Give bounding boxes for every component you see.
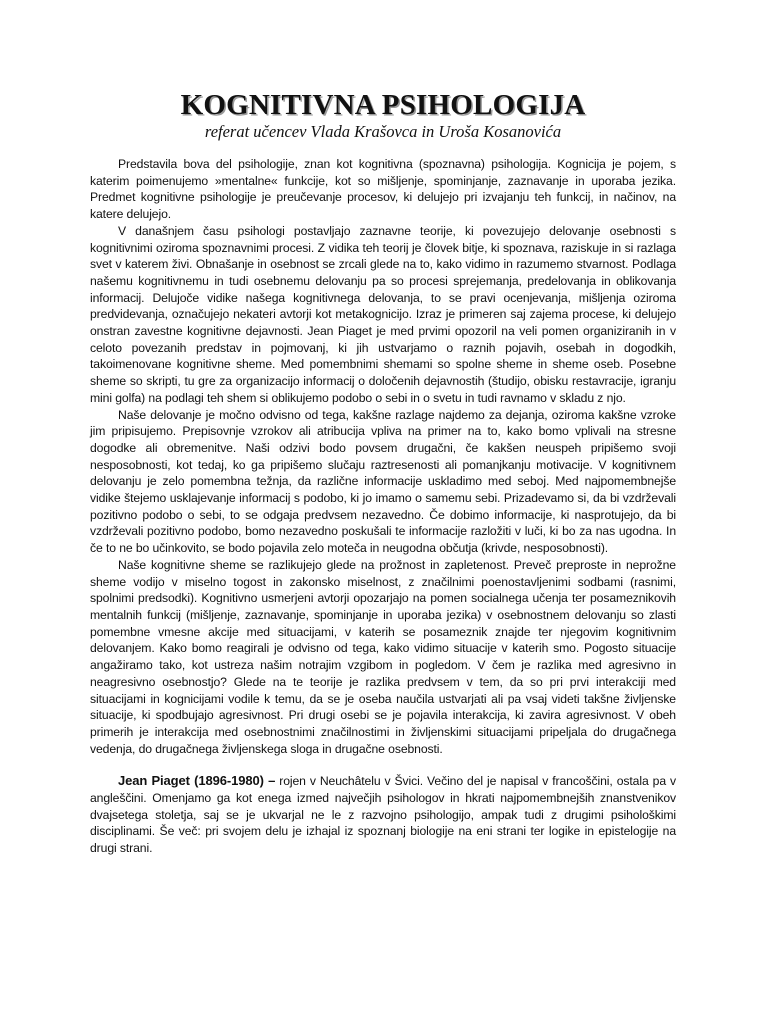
paragraph-intro: Predstavila bova del psihologije, znan kot kognitivna (spoznavna) psihologija. Kognicija je pojem, s katerim poimenujemo »mentalne« funkcije, kot so mišljenje, spominjanje, zaznavanje in uporaba jezika. Predmet kognitivne psihologije je preučevanje procesov, ki delujejo pri izvajanju teh funkcij, in načinov, na katere delujejo.: [90, 157, 676, 222]
document-subtitle: referat učencev Vlada Krašovca in Uroša Kosanovića: [204, 122, 562, 141]
piaget-text: rojen v Neuchâtelu v Švici. Večino del je napisal v francoščini, ostala pa v angleščini. Omenjamo ga kot enega izmed največjih psihologov in hkrati najpomembnejših znanstvenikov dvajsetega stoletja, saj se je ukvarjal ne le z razvojno psihologijo, ampak tudi z drugimi psihološkimi disciplinami. Še več: pri svojem delu je izhajal iz spoznanj biologije na eni strani ter logike in epistelogije na drugi strani.: [90, 774, 676, 856]
document-page: [90, 88, 676, 857]
paragraph-attribution: Naše delovanje je močno odvisno od tega, kakšne razlage najdemo za dejanja, oziroma kakšne vzroke jim pripisujemo. Prepisovnje vzrokov ali atribucija vpliva na primer na to, kako bomo vplivali na stresne dogodke ali obremenitve. Naši odzivi bodo povsem drugačni, če kakšen neuspeh pripišemo svoji nesposobnosti, kot tedaj, ko ga pripišemo slučaju raztresenosti ali pomanjkanju motivacije. V kognitivnem delovanju je zelo pomembna težnja, da različne informacije uskladimo med seboj. Med najpomembnejše vidike štejemo usklajevanje informacij s podobo, ki jo imamo o samemu sebi. Prizadevamo si, da bi vzdrževali pozitivno podobo o sebi, to se odgaja predvsem nezavedno. Če dobimo informacije, ki nasprotujejo, da bi vzdrževali pozitivno podobo, bomo nezavedno poskušali te informacije razložiti v luči, ki bo za nas ugodna. In če to ne bo učinkovito, se bodo pojavila zelo moteča in neugodna občutja (krivde, nesposobnosti).: [90, 407, 676, 556]
document-body: [90, 156, 676, 857]
paragraph-piaget: [90, 773, 676, 857]
paragraph-theories: V današnjem času psihologi postavljajo zaznavne teorije, ki povezujejo delovanje osebnosti s kognitivnimi oziroma spoznavnimi procesi. Z vidika teh teorij je človek bitje, ki spoznava, raziskuje in si razlaga svet v katerem živi. Obnašanje in osebnost se zrcali glede na to, kako vidimo in razumemo stvarnost. Podlaga našemu kognitivnemu in tudi osebnemu delovanju pa so procesi sprejemanja, predelovanja in oblikovanja informacij. Delujoče vidike našega kognitivnega delovanja, to se pravi ocenjevanja, mišljenja oziroma predvidevanja, označujejo nekateri avtorji kot metakognicijo. Izraz je primeren saj zajema procese, ki delujejo onstran zavestne kognitivne dejavnosti. Jean Piaget je med prvimi opozoril na veli pomen organiziranih in v celoto povezanih predstav in pojmovanj, ki jih ustvarjamo o raznih pojavih, osebah in dogodkih, takoimenovane kognitivne sheme. Med pomembnimi shemami so spolne sheme in sheme oseb. Posebne sheme so skripti, tu gre za organizacijo informacij o določenih dejavnostih (študijo, obisku restavracije, igranju mini golfa) na podlagi teh shem si oblikujemo podobo o sebi in o svetu in tudi ravnamo v skladu z njo.: [90, 223, 676, 405]
piaget-lead: Jean Piaget (1896-1980) –: [118, 773, 276, 789]
document-title: KOGNITIVNA PSIHOLOGIJA: [180, 89, 586, 121]
paragraph-schemas: Naše kognitivne sheme se razlikujejo glede na prožnost in zapletenost. Preveč preproste in neprožne sheme vodijo v miselno togost in zakonsko miselnost, z značilnimi poenostavljenimi sodbami (rasnimi, spolnimi predsodki). Kognitivno usmerjeni avtorji opozarjajo na pomen socialnega učenja ter posameznikovih mentalnih funkcij (mišljenje, zaznavanje, spominjanje in uporaba jezika) v osebnostnem delovanju so zlasti pomembne vmesne akcije med situacijami, v katerih se posameznik znajde ter njegovim kognitivnim delovanjem. Kako bomo reagirali je odvisno od tega, kako vidimo situacije v katerih smo. Pogosto situacije angažiramo tako, kot ustreza našim notrajim vzgibom in pogledom. V čem je razlika med agresivno in neagresivno osebnostjo? Glede na te teorije je razlika predvsem v tem, da so pri prvi interakciji med situacijami in kognicijami vodile k temu, da se je oseba naučila ustvarjati ali pa vsaj videti takšne življenske situacije, ki spodbujajo agresivnost. Pri drugi osebi se je pojavila interakcija, ki zavira agresivnost. V obeh primerih je interakcija med osebnostnimi značilnostimi in življenskimi situacijami pripeljala do drugačnega vedenja, do drugačnega življenskega sloga in drugačne osebnosti.: [90, 557, 676, 756]
